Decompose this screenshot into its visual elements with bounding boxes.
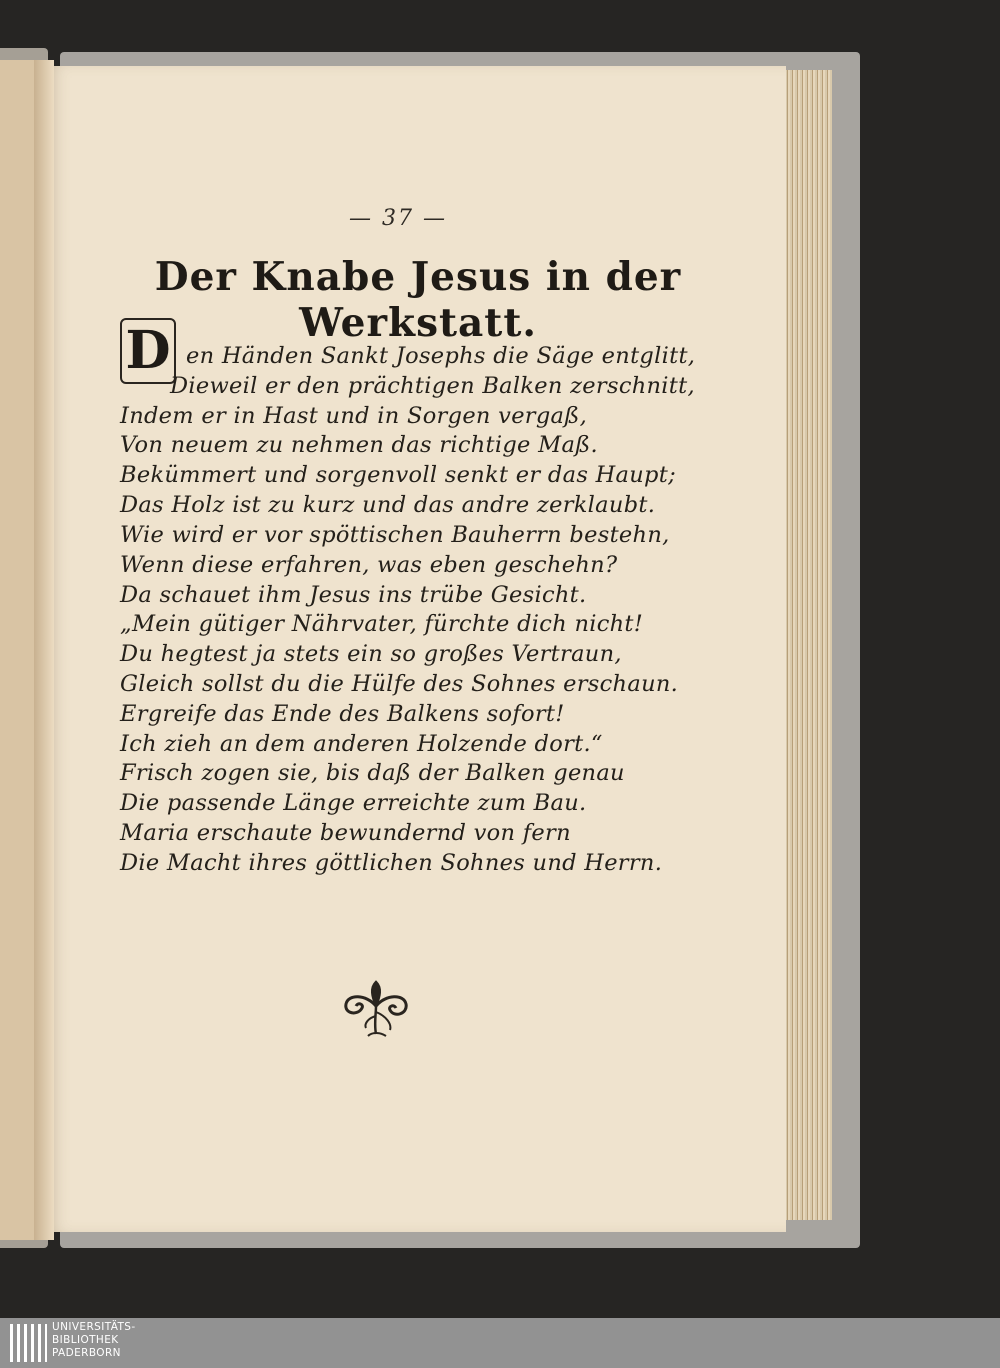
page-edges: [780, 70, 832, 1220]
library-name-line-1: UNIVERSITÄTS-: [52, 1321, 136, 1333]
verse-line-5: Bekümmert und sorgenvoll senkt er das Haupt;: [120, 462, 676, 488]
drop-cap-letter: D: [125, 320, 171, 381]
verse-line-7: Wie wird er vor spöttischen Bauherrn bestehn,: [120, 522, 670, 548]
verse-line-12: Gleich sollst du die Hülfe des Sohnes erschaun.: [120, 671, 679, 697]
library-logo-icon: [8, 1322, 48, 1364]
verse-line-8: Wenn diese erfahren, was eben geschehn?: [120, 552, 618, 578]
library-footer: [0, 1318, 1000, 1368]
verse-line-2: Dieweil er den prächtigen Balken zerschnitt,: [170, 373, 695, 399]
verse-line-18: Die Macht ihres göttlichen Sohnes und Herrn.: [120, 850, 663, 876]
verse-line-11: Du hegtest ja stets ein so großes Vertraun,: [120, 641, 622, 667]
verse-line-14: Ich zieh an dem anderen Holzende dort.“: [120, 731, 603, 757]
verse-line-9: Da schauet ihm Jesus ins trübe Gesicht.: [120, 582, 587, 608]
verse-line-1: en Händen Sankt Josephs die Säge entglitt,: [186, 343, 696, 369]
poem-title: Der Knabe Jesus in der Werkstatt.: [154, 254, 682, 346]
verse-line-3: Indem er in Hast und in Sorgen vergaß,: [120, 403, 588, 429]
floral-vignette-icon: [340, 976, 412, 1038]
verse-line-13: Ergreife das Ende des Balkens sofort!: [120, 701, 565, 727]
verse-line-17: Maria erschaute bewundernd von fern: [120, 820, 571, 846]
left-page-edge: [0, 60, 36, 1240]
book-gutter-shadow: [34, 60, 54, 1240]
drop-cap-frame: [120, 318, 176, 384]
verse-line-6: Das Holz ist zu kurz und das andre zerklaubt.: [120, 492, 656, 518]
verse-line-10: „Mein gütiger Nährvater, fürchte dich nicht!: [120, 611, 644, 637]
library-name: [52, 1321, 136, 1360]
verse-line-15: Frisch zogen sie, bis daß der Balken genau: [120, 760, 625, 786]
verse-line-16: Die passende Länge erreichte zum Bau.: [120, 790, 587, 816]
page-number: — 37 —: [349, 206, 447, 231]
library-name-line-3: PADERBORN: [52, 1347, 121, 1359]
verse-line-4: Von neuem zu nehmen das richtige Maß.: [120, 432, 598, 458]
book-page: [48, 66, 786, 1232]
library-name-line-2: BIBLIOTHEK: [52, 1334, 119, 1346]
